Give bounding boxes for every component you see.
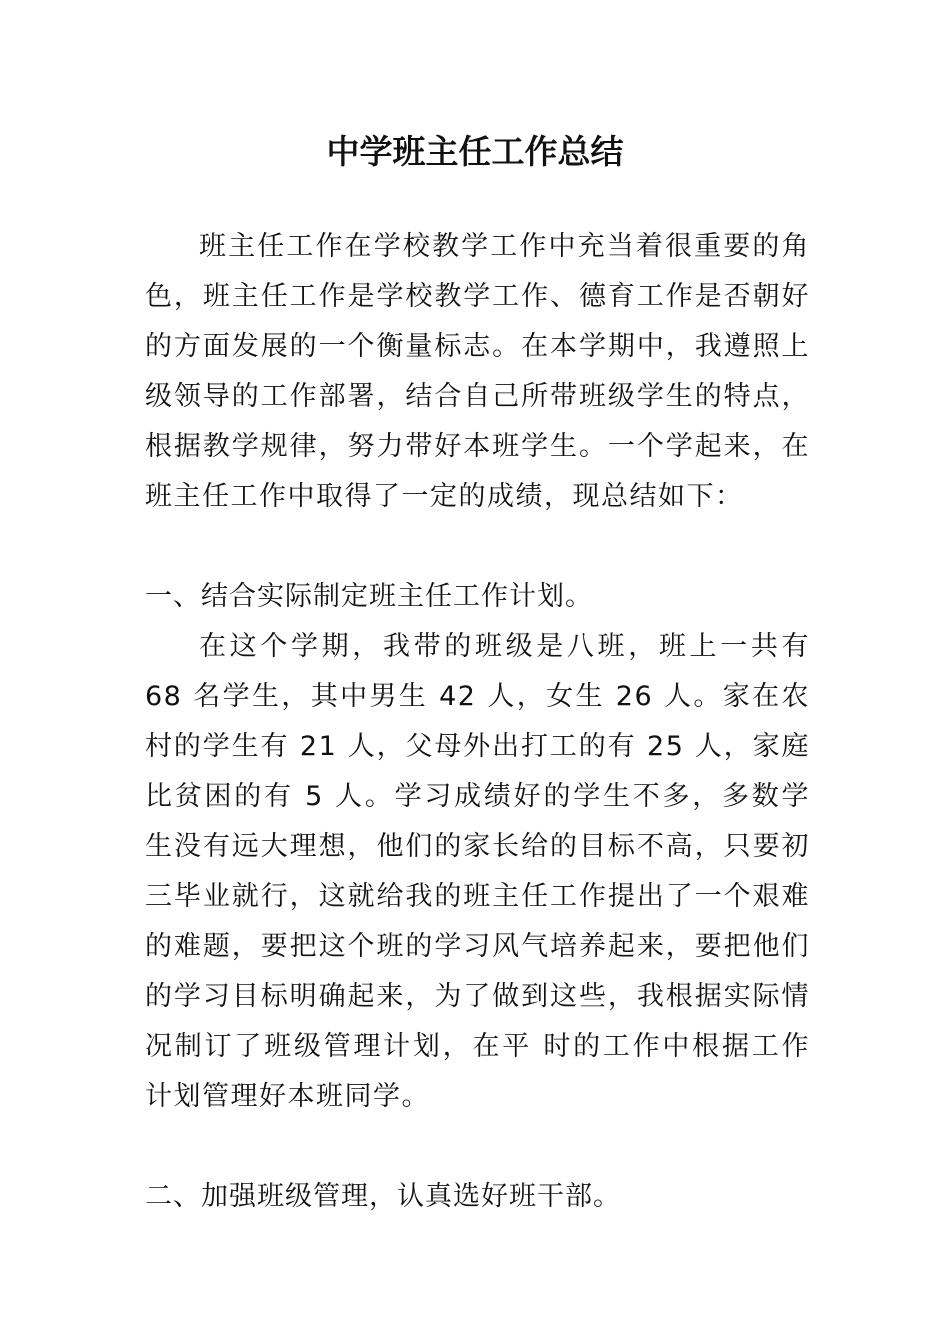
document-title: 中学班主任工作总结: [326, 132, 624, 171]
intro-paragraph: 班主任工作在学校教学工作中充当着很重要的角色，班主任工作是学校教学工作、德育工作是否朝好的方面发展的一个衡量标志。在本学期中，我遵照上级领导的工作部署，结合自己所带班级学生的特点，根据教学规律，努力带好本班学生。一个学起来，在班主任工作中取得了一定的成绩，现总结如下：: [145, 231, 810, 512]
paragraph-spacer: [145, 1122, 810, 1172]
section-heading-2: 二、加强班级管理，认真选好班干部。: [145, 1181, 621, 1212]
paragraph-spacer: [145, 522, 810, 572]
document-body: [145, 222, 810, 1222]
section-heading-1: 一、结合实际制定班主任工作计划。: [145, 581, 593, 612]
section-body-1: 在这个学期，我带的班级是八班，班上一共有 68 名学生，其中男生 42 人，女生 26 人。家在农村的学生有 21 人，父母外出打工的有 25 人，家庭比贫困的有 5 人。学习成绩好的学生不多，多数学生没有远大理想，他们的家长给的目标不高，只要初三毕业就行，这就给我的班主任工作提出了一个艰难的难题，要把这个班的学习风气培养起来，要把他们的学习目标明确起来，为了做到这些，我根据实际情况制订了班级管理计划，在平 时的工作中根据工作计划管理好本班同学。: [145, 631, 810, 1112]
